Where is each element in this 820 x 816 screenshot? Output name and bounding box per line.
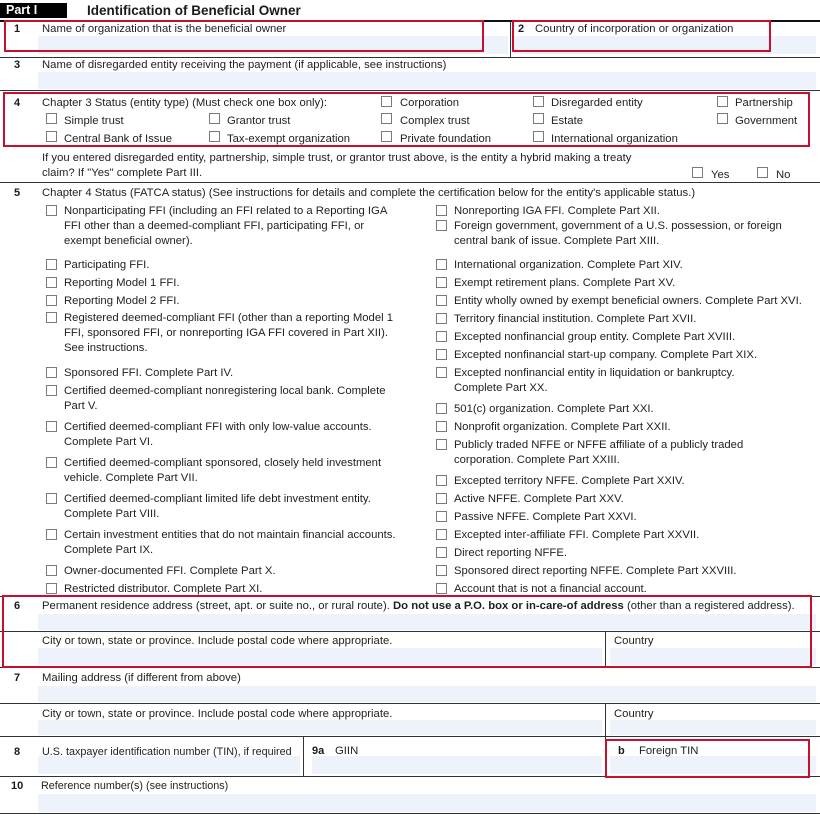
line-number-8: 8 bbox=[14, 746, 21, 758]
private-foundation-label: Private foundation bbox=[400, 133, 492, 145]
hybrid-no-label: No bbox=[776, 169, 791, 181]
line-number-4: 4 bbox=[14, 97, 21, 109]
fatca-right-option-text: Account that is not a financial account. bbox=[454, 583, 647, 595]
grantor-trust-label: Grantor trust bbox=[227, 115, 291, 127]
line-number-5: 5 bbox=[14, 187, 21, 199]
fatca-right-checkbox[interactable] bbox=[436, 313, 447, 324]
divider bbox=[0, 813, 820, 814]
fatca-right-checkbox[interactable] bbox=[436, 205, 447, 216]
divider bbox=[0, 736, 820, 737]
reference-number-field-fill[interactable] bbox=[38, 794, 816, 812]
highlight-box-foreign-tin bbox=[605, 739, 810, 778]
fatca-left-option-text: Certain investment entities that do not maintain financial accounts. bbox=[64, 529, 396, 541]
international-org-label: International organization bbox=[551, 133, 678, 145]
tax-exempt-label: Tax-exempt organization bbox=[227, 133, 351, 145]
fatca-right-option-text: 501(c) organization. Complete Part XXI. bbox=[454, 403, 654, 415]
fatca-left-option-text: Complete Part VIII. bbox=[64, 508, 160, 520]
hybrid-yes-checkbox[interactable] bbox=[692, 167, 703, 178]
simple-trust-label: Simple trust bbox=[64, 115, 124, 127]
fatca-right-checkbox[interactable] bbox=[436, 259, 447, 270]
estate-label: Estate bbox=[551, 115, 584, 127]
fatca-left-option-text: Complete Part IX. bbox=[64, 544, 154, 556]
fatca-right-option-text: Nonprofit organization. Complete Part XXII. bbox=[454, 421, 671, 433]
residence-address-label: Permanent residence address (street, apt. or suite no., or rural route). Do not use a P.O. box or in-care-of address (other than a registered address). bbox=[42, 600, 795, 612]
fatca-left-option-text: Nonparticipating FFI (including an FFI related to a Reporting IGA bbox=[64, 205, 388, 217]
fatca-right-checkbox[interactable] bbox=[436, 331, 447, 342]
fatca-left-checkbox[interactable] bbox=[46, 367, 57, 378]
fatca-left-option-text: Certified deemed-compliant limited life debt investment entity. bbox=[64, 493, 371, 505]
fatca-left-checkbox[interactable] bbox=[46, 493, 57, 504]
fatca-right-option-text: Excepted nonfinancial entity in liquidation or bankruptcy. bbox=[454, 367, 735, 379]
fatca-right-checkbox[interactable] bbox=[436, 565, 447, 576]
fatca-left-option-text: See instructions. bbox=[64, 342, 148, 354]
fatca-left-checkbox[interactable] bbox=[46, 583, 57, 594]
fatca-left-checkbox[interactable] bbox=[46, 277, 57, 288]
fatca-right-option-text: Excepted nonfinancial start-up company. Complete Part XIX. bbox=[454, 349, 758, 361]
fatca-left-option-text: Part V. bbox=[64, 400, 98, 412]
fatca-left-option-text: Certified deemed-compliant sponsored, closely held investment bbox=[64, 457, 382, 469]
partnership-label: Partnership bbox=[735, 97, 793, 109]
part-label: Part I bbox=[0, 3, 67, 18]
divider bbox=[0, 703, 820, 704]
fatca-left-option-text: Reporting Model 1 FFI. bbox=[64, 277, 180, 289]
chapter3-label: Chapter 3 Status (entity type) (Must check one box only): bbox=[42, 97, 328, 109]
mailing-city-label: City or town, state or province. Include postal code where appropriate. bbox=[42, 708, 393, 720]
fatca-left-checkbox[interactable] bbox=[46, 421, 57, 432]
line-number-6: 6 bbox=[14, 600, 21, 612]
line-number-9b: b bbox=[618, 745, 625, 757]
fatca-left-checkbox[interactable] bbox=[46, 259, 57, 270]
fatca-left-option-text: exempt beneficial owner). bbox=[64, 235, 193, 247]
fatca-right-checkbox[interactable] bbox=[436, 403, 447, 414]
divider bbox=[510, 21, 511, 57]
fatca-right-checkbox[interactable] bbox=[436, 220, 447, 231]
mailing-country-label: Country bbox=[614, 708, 654, 720]
hybrid-no-checkbox[interactable] bbox=[757, 167, 768, 178]
mailing-country-field-fill[interactable] bbox=[610, 720, 816, 735]
giin-field-fill[interactable] bbox=[312, 756, 602, 774]
fatca-left-option-text: Registered deemed-compliant FFI (other than a reporting Model 1 bbox=[64, 312, 394, 324]
part-title: Identification of Beneficial Owner bbox=[87, 3, 301, 18]
complex-trust-label: Complex trust bbox=[400, 115, 470, 127]
fatca-right-checkbox[interactable] bbox=[436, 439, 447, 450]
mailing-address-field-fill[interactable] bbox=[38, 686, 816, 702]
divider bbox=[605, 703, 606, 737]
fatca-left-option-text: Certified deemed-compliant FFI with only low-value accounts. bbox=[64, 421, 372, 433]
highlight-box-residence-address bbox=[2, 595, 812, 668]
fatca-right-option-text: Excepted territory NFFE. Complete Part XXIV. bbox=[454, 475, 685, 487]
divider bbox=[303, 736, 304, 776]
fatca-left-option-text: Reporting Model 2 FFI. bbox=[64, 295, 180, 307]
highlight-box-country bbox=[512, 20, 771, 52]
fatca-left-checkbox[interactable] bbox=[46, 205, 57, 216]
reference-number-label: Reference number(s) (see instructions) bbox=[41, 780, 229, 792]
hybrid-question-line2: claim? If "Yes" complete Part III. bbox=[42, 167, 203, 179]
fatca-left-option-text: Sponsored FFI. Complete Part IV. bbox=[64, 367, 234, 379]
chapter4-label: Chapter 4 Status (FATCA status) (See instructions for details and complete the certification below for the entity's applicable status.) bbox=[42, 187, 696, 199]
fatca-right-checkbox[interactable] bbox=[436, 511, 447, 522]
fatca-right-checkbox[interactable] bbox=[436, 295, 447, 306]
fatca-right-option-text: Entity wholly owned by exempt beneficial owners. Complete Part XVI. bbox=[454, 295, 802, 307]
fatca-right-option-text: Excepted nonfinancial group entity. Complete Part XVIII. bbox=[454, 331, 736, 343]
divider bbox=[0, 182, 820, 183]
fatca-right-checkbox[interactable] bbox=[436, 367, 447, 378]
fatca-right-option-text: Active NFFE. Complete Part XXV. bbox=[454, 493, 624, 505]
central-bank-label: Central Bank of Issue bbox=[64, 133, 173, 145]
fatca-right-checkbox[interactable] bbox=[436, 547, 447, 558]
residence-country-label: Country bbox=[614, 635, 654, 647]
fatca-right-checkbox[interactable] bbox=[436, 583, 447, 594]
fatca-right-option-text: Publicly traded NFFE or NFFE affiliate of a publicly traded bbox=[454, 439, 744, 451]
country-label: Country of incorporation or organization bbox=[535, 23, 734, 35]
disregarded-entity-field-fill[interactable] bbox=[38, 72, 816, 89]
fatca-left-option-text: Owner-documented FFI. Complete Part X. bbox=[64, 565, 276, 577]
org-name-label: Name of organization that is the beneficial owner bbox=[42, 23, 287, 35]
giin-label: GIIN bbox=[335, 745, 359, 757]
fatca-left-option-text: Restricted distributor. Complete Part XI. bbox=[64, 583, 263, 595]
fatca-right-option-text: Complete Part XX. bbox=[454, 382, 548, 394]
fatca-left-option-text: FFI other than a deemed-compliant FFI, participating FFI, or bbox=[64, 220, 365, 232]
fatca-right-option-text: Sponsored direct reporting NFFE. Complete Part XXVIII. bbox=[454, 565, 737, 577]
fatca-right-option-text: central bank of issue. Complete Part XIII. bbox=[454, 235, 660, 247]
fatca-left-checkbox[interactable] bbox=[46, 312, 57, 323]
fatca-right-option-text: Direct reporting NFFE. bbox=[454, 547, 567, 559]
highlight-box-name bbox=[4, 20, 484, 52]
fatca-right-option-text: Excepted inter-affiliate FFI. Complete Part XXVII. bbox=[454, 529, 700, 541]
fatca-left-checkbox[interactable] bbox=[46, 565, 57, 576]
fatca-left-option-text: Complete Part VI. bbox=[64, 436, 154, 448]
fatca-right-checkbox[interactable] bbox=[436, 493, 447, 504]
fatca-left-checkbox[interactable] bbox=[46, 295, 57, 306]
line-number-1: 1 bbox=[14, 23, 21, 35]
fatca-left-checkbox[interactable] bbox=[46, 529, 57, 540]
corporation-label: Corporation bbox=[400, 97, 460, 109]
fatca-right-checkbox[interactable] bbox=[436, 475, 447, 486]
fatca-right-checkbox[interactable] bbox=[436, 529, 447, 540]
fatca-right-option-text: Exempt retirement plans. Complete Part XV. bbox=[454, 277, 676, 289]
fatca-right-option-text: Nonreporting IGA FFI. Complete Part XII. bbox=[454, 205, 660, 217]
mailing-city-field-fill[interactable] bbox=[38, 720, 602, 735]
fatca-left-option-text: Certified deemed-compliant nonregistering local bank. Complete bbox=[64, 385, 386, 397]
fatca-right-checkbox[interactable] bbox=[436, 421, 447, 432]
us-tin-label: U.S. taxpayer identification number (TIN), if required bbox=[42, 746, 292, 758]
disregarded-entity-label: Name of disregarded entity receiving the payment (if applicable, see instructions) bbox=[42, 59, 447, 71]
foreign-tin-label: Foreign TIN bbox=[639, 745, 699, 757]
government-label: Government bbox=[735, 115, 798, 127]
fatca-right-option-text: Passive NFFE. Complete Part XXVI. bbox=[454, 511, 637, 523]
hybrid-yes-label: Yes bbox=[711, 169, 730, 181]
fatca-left-checkbox[interactable] bbox=[46, 457, 57, 468]
line-number-10: 10 bbox=[11, 780, 24, 792]
fatca-right-checkbox[interactable] bbox=[436, 349, 447, 360]
hybrid-question-line1: If you entered disregarded entity, partnership, simple trust, or grantor trust above, is the entity a hybrid making a treaty bbox=[42, 152, 632, 164]
line-number-3: 3 bbox=[14, 59, 21, 71]
fatca-right-option-text: corporation. Complete Part XXIII. bbox=[454, 454, 620, 466]
line-number-2: 2 bbox=[518, 23, 525, 35]
fatca-left-option-text: FFI, sponsored FFI, or nonreporting IGA FFI covered in Part XII). bbox=[64, 327, 388, 339]
line-number-7: 7 bbox=[14, 672, 21, 684]
highlight-box-chapter3 bbox=[3, 92, 810, 147]
fatca-left-option-text: Participating FFI. bbox=[64, 259, 150, 271]
fatca-right-option-text: Territory financial institution. Complete Part XVII. bbox=[454, 313, 697, 325]
residence-city-label: City or town, state or province. Include postal code where appropriate. bbox=[42, 635, 393, 647]
fatca-right-option-text: International organization. Complete Part XIV. bbox=[454, 259, 683, 271]
disregarded-entity-option-label: Disregarded entity bbox=[551, 97, 643, 109]
divider bbox=[0, 90, 820, 91]
mailing-address-label: Mailing address (if different from above) bbox=[42, 672, 241, 684]
line-number-9a: 9a bbox=[312, 745, 325, 757]
fatca-left-option-text: vehicle. Complete Part VII. bbox=[64, 472, 198, 484]
fatca-left-checkbox[interactable] bbox=[46, 385, 57, 396]
fatca-right-option-text: Foreign government, government of a U.S. possession, or foreign bbox=[454, 220, 782, 232]
fatca-right-checkbox[interactable] bbox=[436, 277, 447, 288]
